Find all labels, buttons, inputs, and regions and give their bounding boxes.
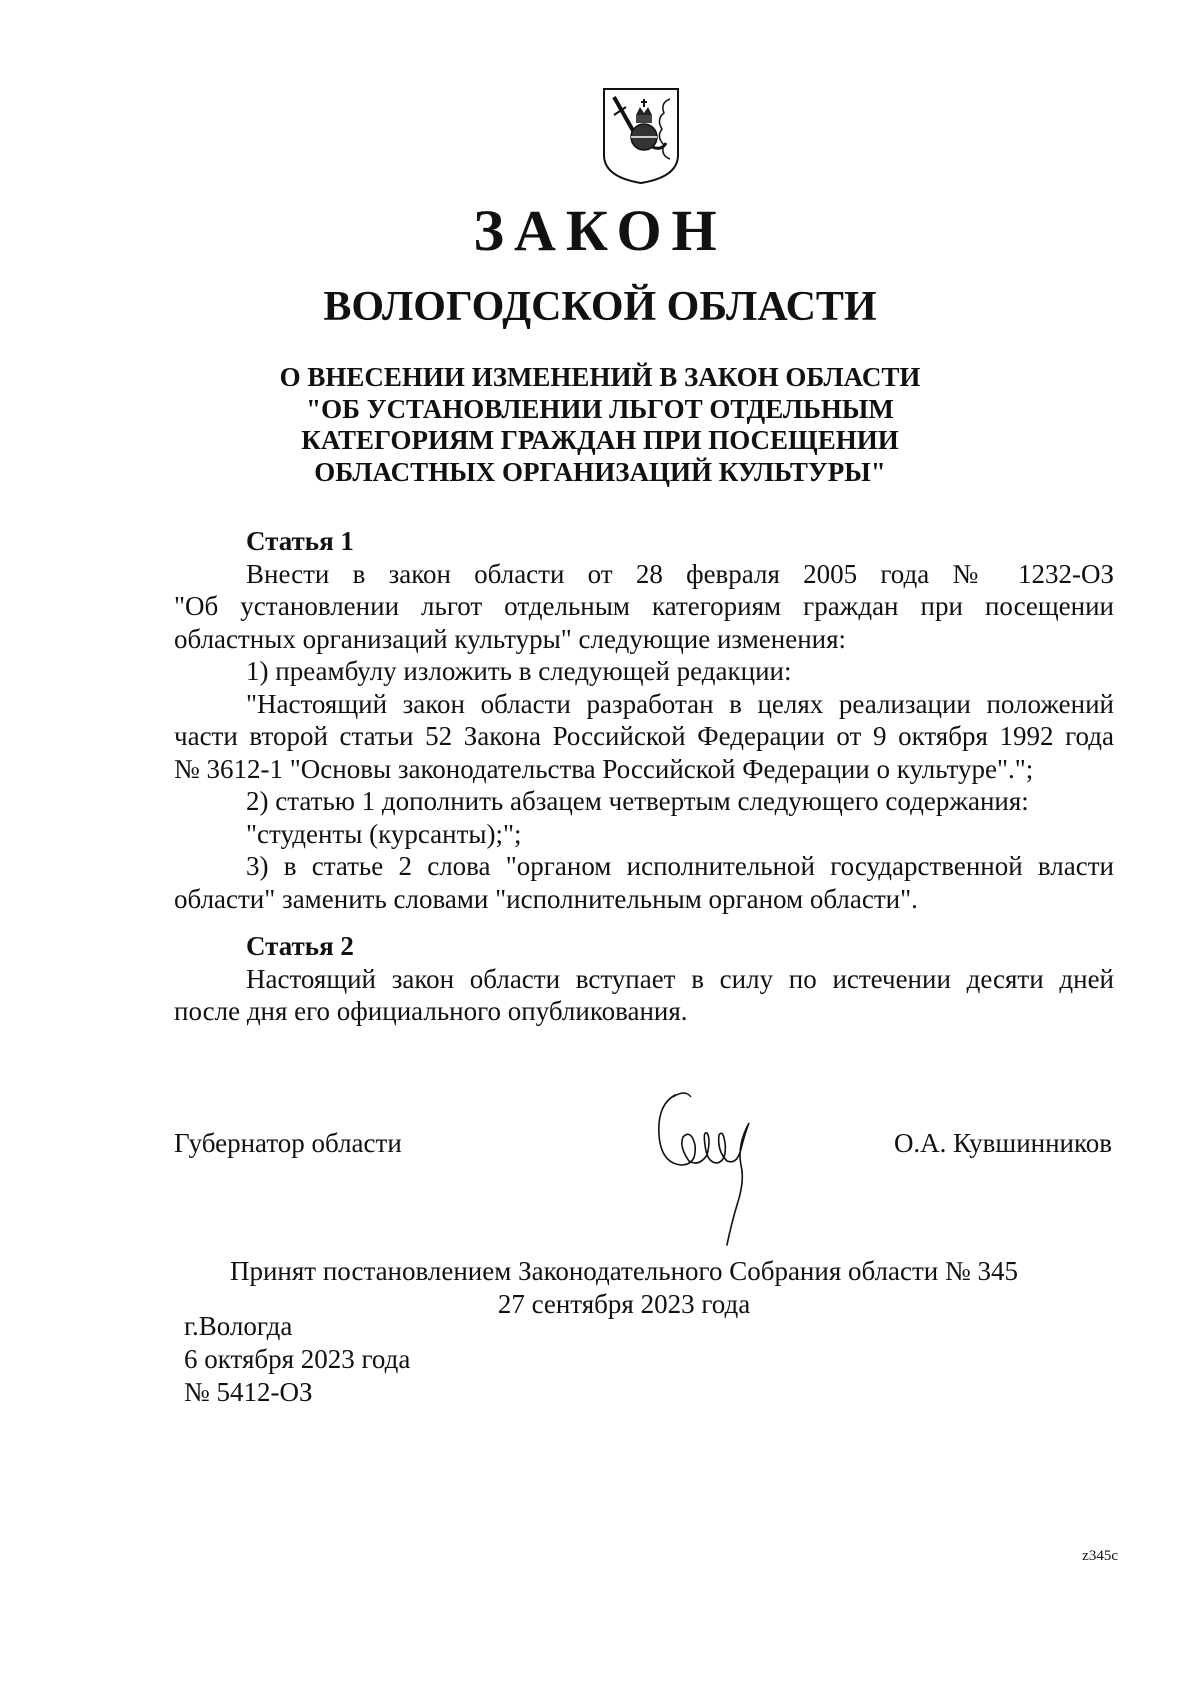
signature-icon: [645, 1085, 775, 1257]
adoption-date: 27 сентября 2023 года: [497, 1289, 751, 1319]
law-title: ЗАКОН: [473, 198, 727, 263]
article-1-intro-line: областных организаций культуры" следующие изменения:: [174, 623, 847, 654]
article-1-item-3-line: области" заменить словами "исполнительным органом области".: [174, 883, 918, 914]
article-1-quote-line: части второй статьи 52 Закона Российской Федерации от 9 октября 1992 года: [174, 721, 1114, 751]
article-2-heading: Статья 2: [246, 931, 354, 961]
signatory-name: О.А. Кувшинников: [893, 1128, 1112, 1158]
article-1-quote-line: № 3612-1 "Основы законодательства Российской Федерации о культуре".";: [174, 753, 1034, 784]
article-1: [174, 525, 1114, 915]
region-title: ВОЛОГОДСКОЙ ОБЛАСТИ: [323, 284, 877, 330]
article-1-intro-line: "Об установлении льгот отдельным категориям граждан при посещении: [174, 591, 1114, 621]
coat-of-arms-emblem: [600, 85, 682, 185]
article-2-line: после дня его официального опубликования.: [174, 996, 688, 1026]
article-2: [174, 930, 1114, 1028]
subject-line: "ОБ УСТАНОВЛЕНИИ ЛЬГОТ ОТДЕЛЬНЫМ: [306, 393, 894, 424]
signing-date: 6 октября 2023 года: [184, 1344, 411, 1374]
signatory-position: Губернатор области: [174, 1128, 402, 1158]
article-1-item-2: 2) статью 1 дополнить абзацем четвертым следующего содержания:: [246, 786, 1029, 816]
article-1-item-1: 1) преамбулу изложить в следующей редакции:: [246, 656, 792, 686]
handwritten-signature: [645, 1085, 775, 1257]
place-date-block: [184, 1310, 410, 1409]
subject-line: КАТЕГОРИЯМ ГРАЖДАН ПРИ ПОСЕЩЕНИИ: [301, 425, 899, 455]
adoption-line: Принят постановлением Законодательного Собрания области № 345: [229, 1256, 1019, 1286]
article-1-heading: Статья 1: [246, 526, 354, 556]
subject-line: ОБЛАСТНЫХ ОРГАНИЗАЦИЙ КУЛЬТУРЫ": [314, 456, 886, 487]
article-1-item-2-quote: "студенты (курсанты);";: [246, 818, 522, 849]
law-subject: [0, 362, 1200, 488]
document-code: z345c: [1082, 1548, 1118, 1564]
adoption-note: [0, 1255, 1200, 1321]
coat-of-arms-icon: [600, 85, 682, 185]
law-number: № 5412-ОЗ: [184, 1377, 313, 1407]
article-1-intro-line: Внести в закон области от 28 февраля 2005 года № 1232-ОЗ: [246, 558, 1114, 589]
article-1-item-3-line: 3) в статье 2 слова "органом исполнительной государственной власти: [246, 851, 1114, 881]
article-2-line: Настоящий закон области вступает в силу по истечении десяти дней: [246, 963, 1114, 994]
article-1-quote-line: "Настоящий закон области разработан в целях реализации положений: [246, 688, 1114, 719]
subject-line: О ВНЕСЕНИИ ИЗМЕНЕНИЙ В ЗАКОН ОБЛАСТИ: [279, 362, 921, 392]
city: г.Вологда: [184, 1311, 293, 1341]
